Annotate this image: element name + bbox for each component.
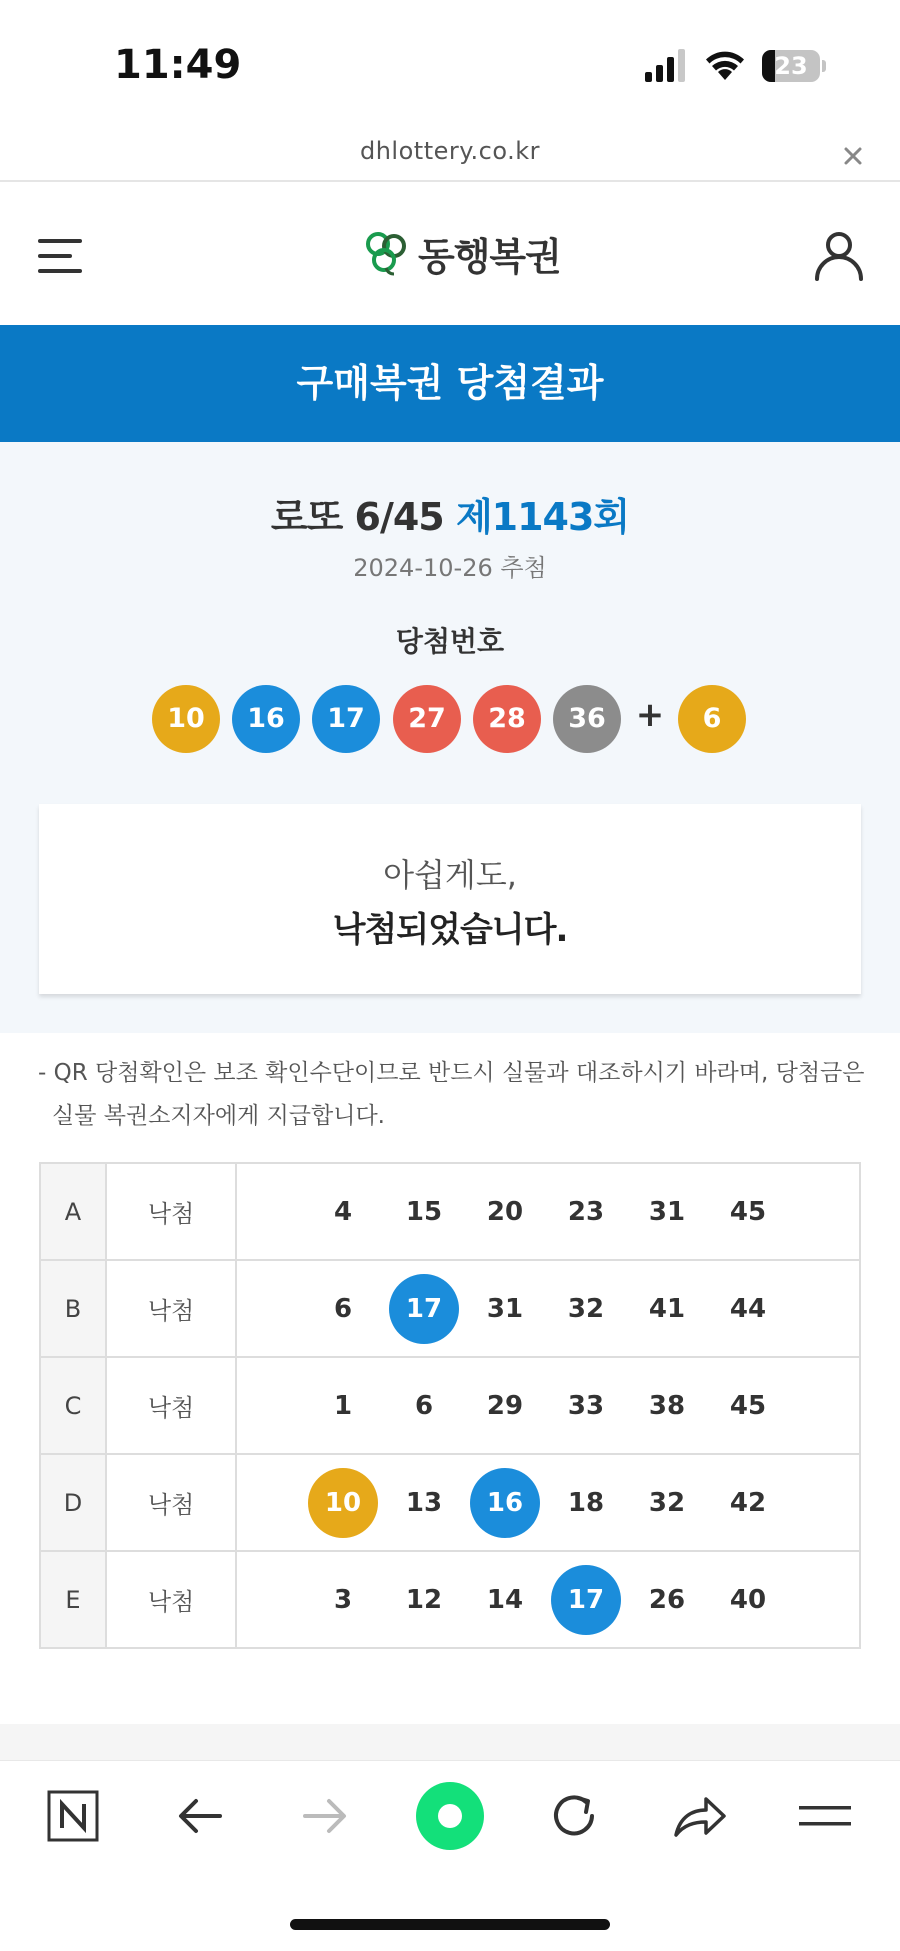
winning-ball: 17 (312, 685, 380, 753)
ticket-number: 18 (567, 1488, 605, 1518)
share-icon[interactable] (650, 1761, 750, 1871)
ticket-numbers-cell (236, 1357, 860, 1454)
ticket-label: A (40, 1163, 106, 1260)
status-bar (0, 0, 900, 135)
winning-ball: 10 (152, 685, 220, 753)
ticket-number: 1 (333, 1391, 353, 1421)
ticket-label: D (40, 1454, 106, 1551)
ticket-number: 33 (567, 1391, 605, 1421)
user-icon[interactable] (812, 228, 866, 282)
ticket-row (40, 1357, 860, 1454)
draw-round: 제1143회 (455, 495, 630, 539)
ticket-number: 38 (648, 1391, 686, 1421)
footer-spacer (0, 1724, 900, 1760)
ticket-number: 40 (729, 1585, 767, 1615)
winning-ball: 27 (393, 685, 461, 753)
battery-icon (762, 50, 820, 82)
home-indicator (290, 1919, 610, 1930)
menu-icon[interactable] (775, 1761, 875, 1871)
ticket-number: 45 (729, 1391, 767, 1421)
page-title: 구매복권 당첨결과 (0, 325, 900, 442)
ticket-label: C (40, 1357, 106, 1454)
ticket-number: 15 (405, 1197, 443, 1227)
ticket-number: 42 (729, 1488, 767, 1518)
ticket-number: 3 (333, 1585, 353, 1615)
logo-text: 동행복권 (418, 234, 561, 279)
ticket-status: 낙첨 (106, 1357, 236, 1454)
ticket-number: 12 (405, 1585, 443, 1615)
ticket-numbers-cell (236, 1163, 860, 1260)
winning-numbers-label: 당첨번호 (395, 625, 505, 658)
game-name: 로또 6/45 (270, 495, 444, 539)
ticket-row (40, 1260, 860, 1357)
ticket-row (40, 1551, 860, 1648)
ticket-number: 17 (389, 1274, 459, 1344)
ticket-number: 20 (486, 1197, 524, 1227)
cellular-signal-icon (645, 48, 687, 82)
ticket-number: 16 (470, 1468, 540, 1538)
close-icon[interactable] (838, 141, 868, 171)
draw-title (0, 486, 900, 541)
status-time: 11:49 (114, 42, 242, 88)
winning-ball: 28 (473, 685, 541, 753)
ticket-number: 31 (648, 1197, 686, 1227)
ticket-number: 23 (567, 1197, 605, 1227)
green-dot-icon[interactable] (400, 1761, 500, 1871)
site-header (0, 182, 900, 325)
plus-sign: + (635, 695, 665, 735)
clover-logo-icon (364, 230, 408, 276)
ticket-number: 45 (729, 1197, 767, 1227)
ticket-number: 32 (567, 1294, 605, 1324)
ticket-number: 10 (308, 1468, 378, 1538)
ticket-number: 17 (551, 1565, 621, 1635)
battery-tip (822, 60, 826, 72)
ticket-numbers-cell (236, 1260, 860, 1357)
qr-notice: - QR 당첨확인은 보조 확인수단이므로 반드시 실물과 대조하시기 바라며, 당첨금은 실물 복권소지자에게 지급합니다. (38, 1060, 865, 1129)
ticket-number: 41 (648, 1294, 686, 1324)
back-arrow-icon[interactable] (150, 1761, 250, 1871)
ticket-number: 6 (414, 1391, 434, 1421)
bonus-ball: 6 (678, 685, 746, 753)
reload-icon[interactable] (524, 1761, 624, 1871)
site-logo[interactable] (364, 228, 561, 278)
ticket-numbers-cell (236, 1551, 860, 1648)
ticket-status: 낙첨 (106, 1454, 236, 1551)
result-message-card (39, 804, 861, 994)
ticket-number: 31 (486, 1294, 524, 1324)
browser-toolbar (0, 1760, 900, 1871)
ticket-numbers-cell (236, 1454, 860, 1551)
hamburger-menu-icon[interactable] (38, 236, 86, 276)
naver-n-icon[interactable] (23, 1761, 123, 1871)
ticket-row (40, 1163, 860, 1260)
ticket-label: B (40, 1260, 106, 1357)
wifi-icon (703, 46, 747, 82)
ticket-number: 4 (333, 1197, 353, 1227)
ticket-number: 6 (333, 1294, 353, 1324)
draw-result-section (0, 442, 900, 1033)
forward-arrow-icon[interactable] (275, 1761, 375, 1871)
ticket-number: 26 (648, 1585, 686, 1615)
battery-level: 23 (774, 52, 808, 80)
draw-date: 2024-10-26 추첨 (353, 554, 547, 582)
url-text[interactable]: dhlottery.co.kr (359, 137, 540, 165)
ticket-number: 29 (486, 1391, 524, 1421)
result-message-line1: 아쉽게도, (383, 856, 517, 894)
winning-ball: 36 (553, 685, 621, 753)
ticket-number: 44 (729, 1294, 767, 1324)
ticket-row (40, 1454, 860, 1551)
ticket-label: E (40, 1551, 106, 1648)
winning-ball: 16 (232, 685, 300, 753)
url-bar[interactable] (0, 135, 900, 182)
result-message-line2: 낙첨되었습니다. (332, 910, 568, 950)
ticket-table (39, 1162, 861, 1649)
ticket-status: 낙첨 (106, 1163, 236, 1260)
ticket-number: 32 (648, 1488, 686, 1518)
ticket-status: 낙첨 (106, 1260, 236, 1357)
ticket-number: 13 (405, 1488, 443, 1518)
ticket-number: 14 (486, 1585, 524, 1615)
ticket-status: 낙첨 (106, 1551, 236, 1648)
